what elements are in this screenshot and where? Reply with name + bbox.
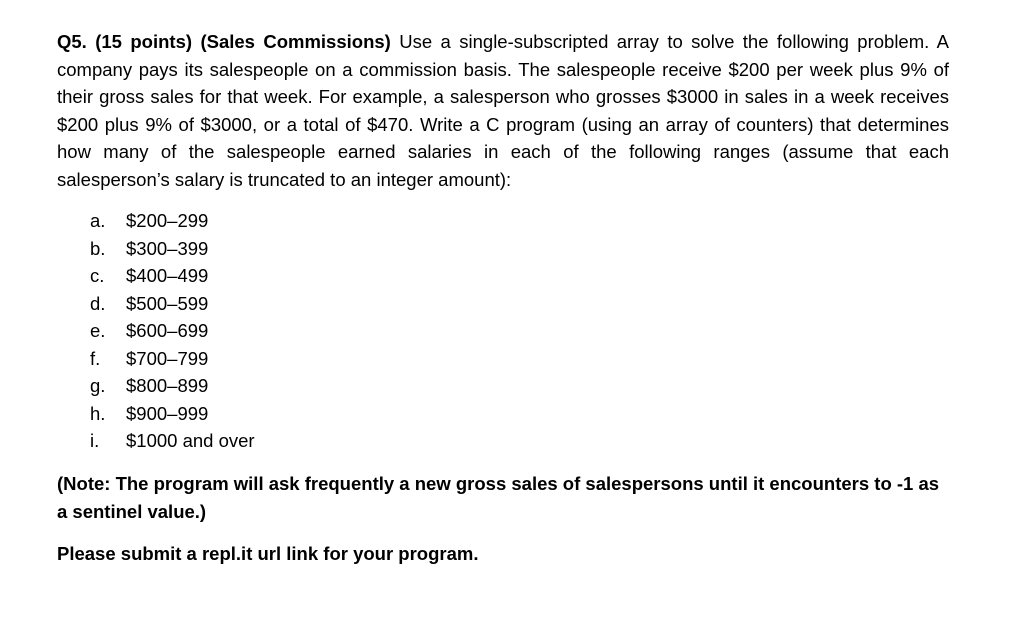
- question-paragraph: [57, 28, 949, 193]
- range-text: $300–399: [126, 237, 209, 259]
- list-item: [90, 400, 255, 428]
- list-marker: i.: [90, 430, 100, 451]
- list-item: [90, 427, 255, 455]
- range-text: $600–699: [126, 320, 209, 341]
- list-item: [90, 372, 255, 400]
- submit-instruction: Please submit a repl.it url link for your program.: [57, 543, 479, 564]
- list-marker: g.: [90, 375, 106, 396]
- list-marker: e.: [90, 320, 106, 341]
- list-item: [90, 290, 255, 318]
- list-marker: a.: [90, 210, 106, 231]
- list-marker: b.: [90, 237, 106, 259]
- list-item: [90, 345, 255, 373]
- question-heading: Q5. (15 points) (Sales Commissions): [57, 31, 391, 52]
- range-text: $800–899: [126, 375, 209, 396]
- list-item: [90, 235, 255, 263]
- list-item: [90, 207, 255, 235]
- range-text: $400–499: [126, 265, 209, 286]
- salary-ranges-list: [90, 207, 255, 455]
- list-item: [90, 262, 255, 290]
- range-text: $500–599: [126, 292, 209, 314]
- range-text: $1000 and over: [126, 430, 255, 451]
- range-text: $700–799: [126, 347, 209, 369]
- note-paragraph: (Note: The program will ask frequently a new gross sales of salespersons until it encounters to -1 as a sentinel value.): [57, 473, 940, 522]
- list-marker: f.: [90, 347, 101, 369]
- range-text: $200–299: [126, 210, 209, 231]
- question-body: Use a single-subscripted array to solve the following problem. A company pays its salespeople on a commission basis. The salespeople receive $200 per week plus 9% of their gross sales for that week. For example, a salesperson who grosses $3000 in sales in a week receives $200 plus 9% of $3000, or a total of $470. Write a C program (using an array of counters) that determines how many of the salespeople earned salaries in each of the following ranges (assume that each salesperson’s salary is truncated to an integer amount):: [57, 31, 950, 190]
- list-item: [90, 317, 255, 345]
- list-marker: h.: [90, 402, 106, 424]
- list-marker: d.: [90, 292, 106, 314]
- range-text: $900–999: [126, 402, 209, 424]
- list-marker: c.: [90, 265, 105, 286]
